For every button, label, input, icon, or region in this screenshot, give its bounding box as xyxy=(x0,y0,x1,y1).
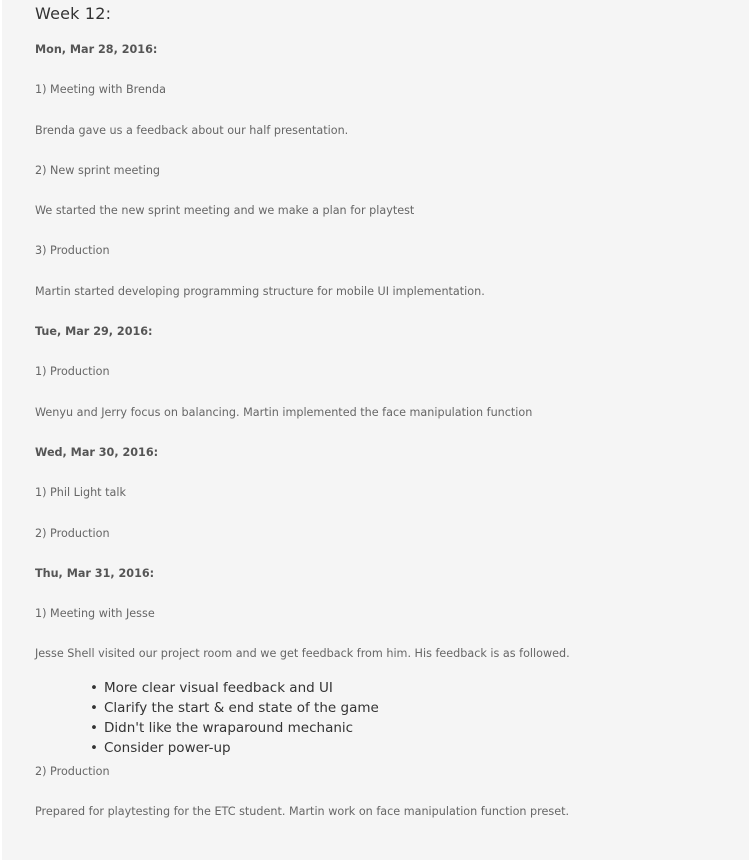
post-body xyxy=(35,40,735,842)
paragraph: Brenda gave us a feedback about our half presentation. xyxy=(35,123,349,137)
paragraph: We started the new sprint meeting and we make a plan for playtest xyxy=(35,204,415,218)
paragraph: 3) Production xyxy=(35,244,110,258)
paragraph: 1) Phil Light talk xyxy=(35,486,126,500)
paragraph: Martin started developing programming structure for mobile UI implementation. xyxy=(35,284,485,298)
paragraph: Wenyu and Jerry focus on balancing. Martin implemented the face manipulation function xyxy=(35,405,533,419)
paragraph: 2) Production xyxy=(35,526,110,540)
list-item: • Clarify the start & end state of the game xyxy=(90,698,735,718)
page-title: Week 12: xyxy=(35,4,112,23)
paragraph: Prepared for playtesting for the ETC student. Martin work on face manipulation function preset. xyxy=(35,805,570,819)
paragraph: 1) Meeting with Jesse xyxy=(35,607,155,621)
paragraph: Jesse Shell visited our project room and we get feedback from him. His feedback is as followed. xyxy=(35,647,570,661)
paragraph: 2) Production xyxy=(35,764,110,778)
list-item: • More clear visual feedback and UI xyxy=(90,678,735,698)
date-heading: Tue, Mar 29, 2016: xyxy=(35,325,153,339)
paragraph: 1) Meeting with Brenda xyxy=(35,83,166,97)
date-heading: Mon, Mar 28, 2016: xyxy=(35,43,158,56)
list-item: • Didn't like the wraparound mechanic xyxy=(90,718,735,738)
paragraph: 1) Production xyxy=(35,365,110,379)
feedback-list xyxy=(35,678,735,758)
date-heading: Thu, Mar 31, 2016: xyxy=(35,566,155,580)
date-heading: Wed, Mar 30, 2016: xyxy=(35,445,159,459)
paragraph: 2) New sprint meeting xyxy=(35,163,161,177)
list-item: • Consider power-up xyxy=(90,738,735,758)
